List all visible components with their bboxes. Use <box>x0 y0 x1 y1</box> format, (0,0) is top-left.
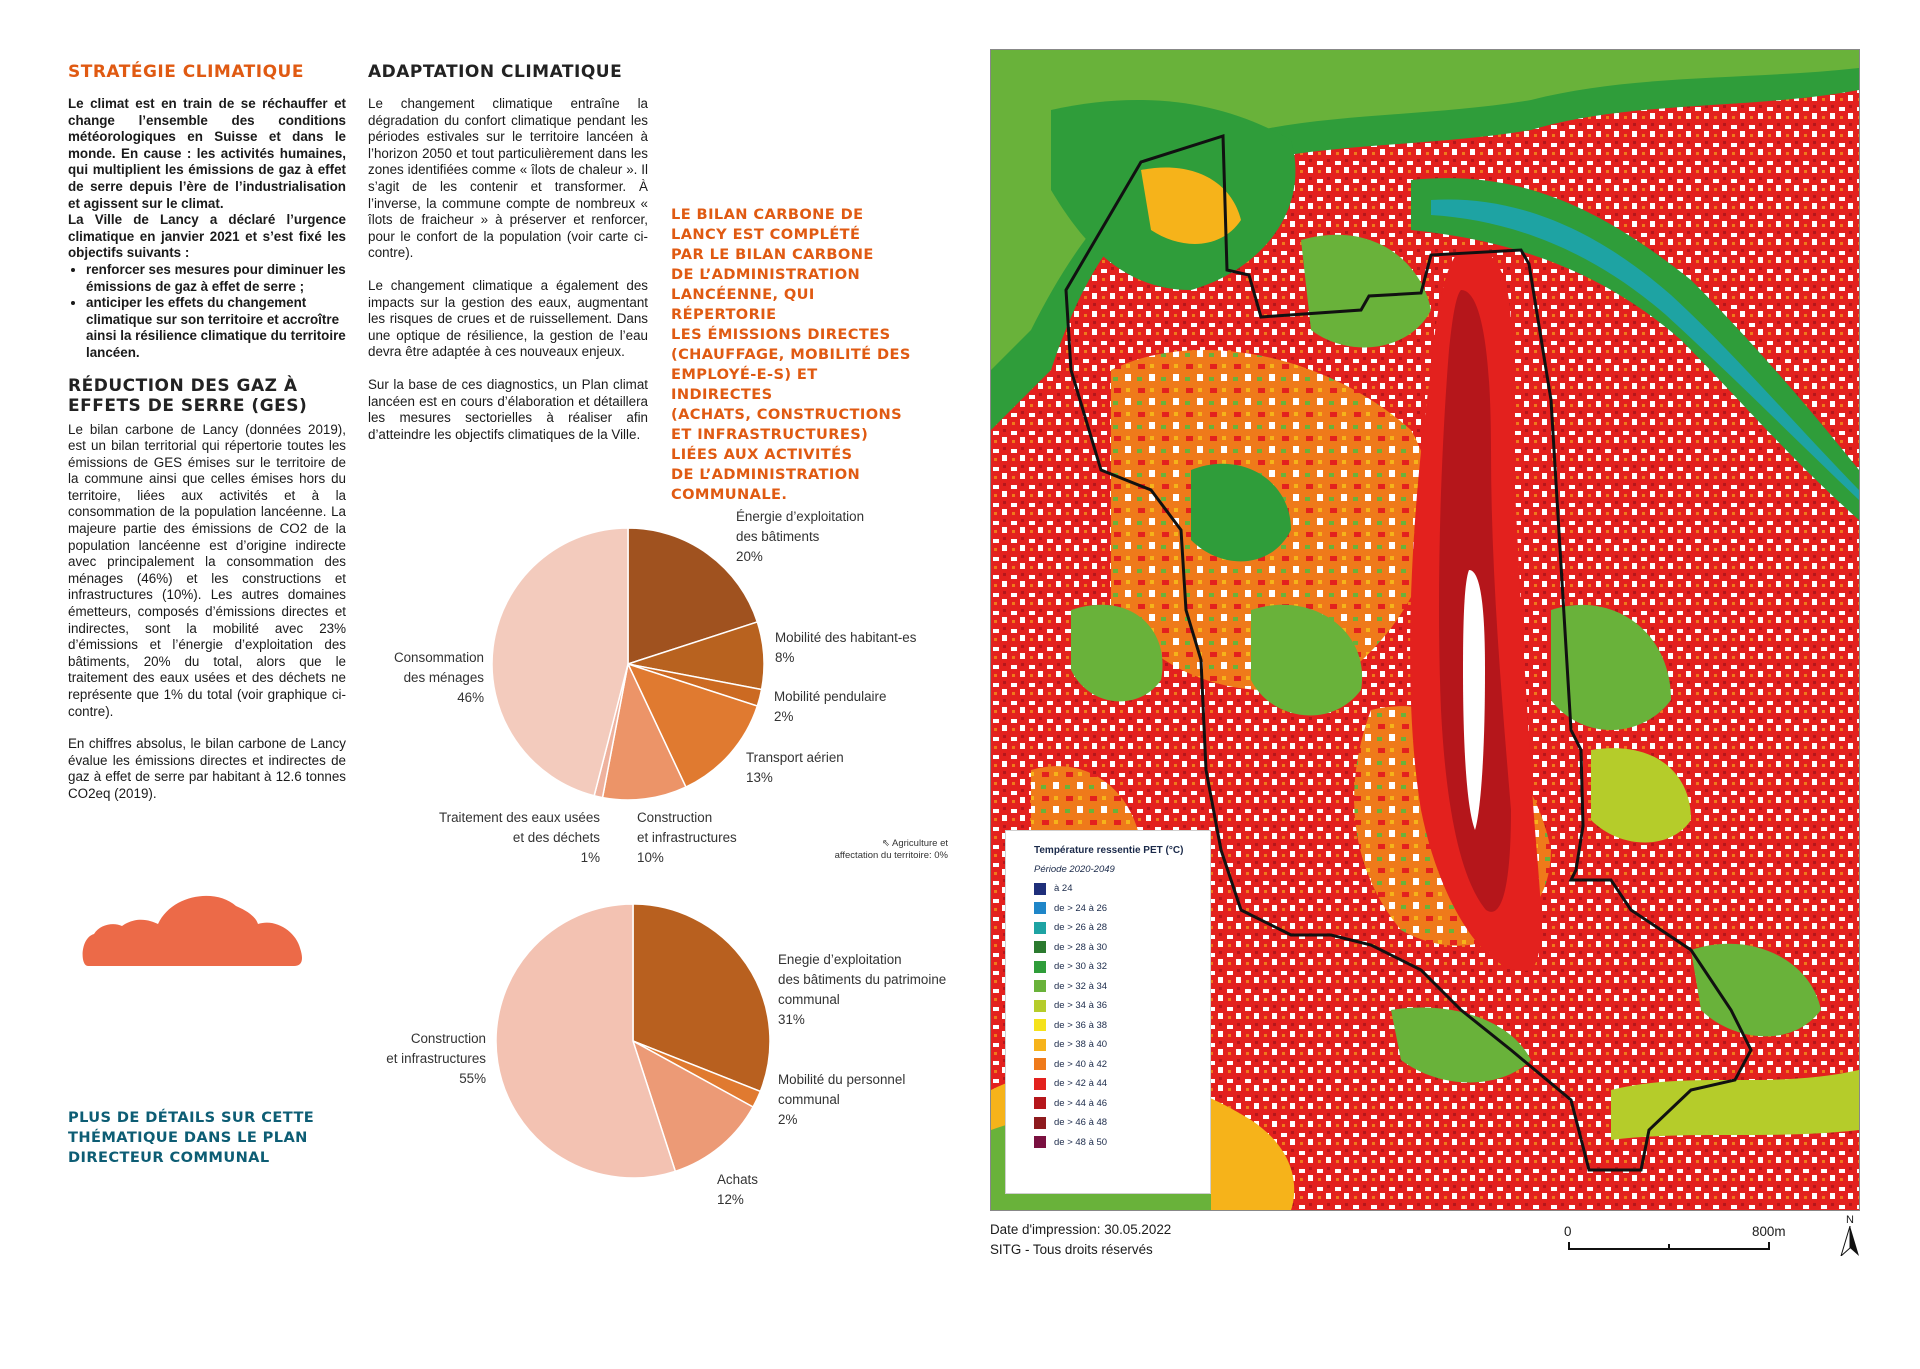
scale-end-label: 800m <box>1752 1224 1786 1239</box>
scale-tick <box>1668 1244 1670 1250</box>
legend-swatch <box>1034 961 1046 973</box>
details-link[interactable]: PLUS DE DÉTAILS SUR CETTE THÉMATIQUE DANS LE PLAN DIRECTEUR COMMUNAL <box>68 1109 315 1166</box>
quote-line: LANCÉENNE, QUI RÉPERTORIE <box>671 286 815 323</box>
legend-label: de > 44 à 46 <box>1054 1097 1108 1109</box>
legend-item <box>1034 899 1210 919</box>
scale-tick <box>1568 1242 1570 1250</box>
strategie-title: STRATÉGIE CLIMATIQUE <box>68 62 304 82</box>
legend-item <box>1034 1016 1210 1036</box>
legend-label: de > 38 à 40 <box>1054 1039 1108 1051</box>
quote-line: DE L’ADMINISTRATION <box>671 466 861 483</box>
quote-line: LANCY EST COMPLÉTÉ <box>671 226 861 243</box>
legend-label: de > 32 à 34 <box>1054 980 1108 992</box>
pie2-label-construction: Construction et infrastructures 55% <box>386 1031 486 1086</box>
legend-label: de > 34 à 36 <box>1054 1000 1108 1012</box>
legend-label: de > 48 à 50 <box>1054 1136 1108 1148</box>
ges-paragraph-1: Le bilan carbone de Lancy (données 2019), est un bilan territorial qui répertorie toutes les émissions de GES émises sur le territoire de la commune ainsi que celles émises hors du territoire, liées aux activités et à la consommation de la population lancéenne. La majeure partie des émissions de CO2 de la population lancéenne est d’origine indirecte avec principalement la consommation des ménages (46%) et les constructions et infrastructures (10%). Les autres domaines émetteurs, composés d’émissions directes et indirectes, sont la mobilité avec 23% d’émissions et l’énergie d’exploitation des bâtiments, 20% du total, alors que le traitement des eaux usées et des déchets ne représente que 1% du total (voir graphique ci-contre). <box>68 421 346 719</box>
legend-swatch <box>1034 1097 1046 1109</box>
strategie-paragraph-1: Le climat est en train de se réchauffer et change l’ensemble des conditions météorologiques en Suisse et dans le monde. En cause : les activités humaines, qui multiplient les émissions de gaz à effet de serre depuis l’ère de l’industrialisation et agissent sur le climat. <box>68 96 346 211</box>
legend-item <box>1034 879 1210 899</box>
legend-period: Période 2020-2049 <box>1034 864 1115 875</box>
scale-start-label: 0 <box>1564 1224 1572 1239</box>
quote-line: DE L’ADMINISTRATION <box>671 266 861 283</box>
quote-line: COMMUNALE. <box>671 486 788 503</box>
print-date: Date d'impression: 30.05.2022 <box>990 1222 1172 1237</box>
north-label: N <box>1846 1214 1854 1226</box>
legend-swatch <box>1034 1078 1046 1090</box>
legend-item <box>1034 977 1210 997</box>
legend-item <box>1034 938 1210 958</box>
pie1-label-construction: Construction et infrastructures 10% <box>637 810 737 865</box>
left-column <box>68 62 346 803</box>
legend-label: de > 42 à 44 <box>1054 1078 1108 1090</box>
legend-swatch <box>1034 1136 1046 1148</box>
objective-item: • renforcer ses mesures pour diminuer les émissions de gaz à effet de serre ; <box>86 262 346 295</box>
legend-swatch <box>1034 1058 1046 1070</box>
legend-label: de > 36 à 38 <box>1054 1019 1108 1031</box>
legend-item <box>1034 1094 1210 1114</box>
pie1-label-eaux: Traitement des eaux usées et des déchets 1% <box>438 810 600 865</box>
objectives-list <box>68 262 346 362</box>
legend-label: à 24 <box>1054 883 1073 895</box>
north-arrow <box>1838 1214 1862 1260</box>
legend-swatch <box>1034 980 1046 992</box>
legend-swatch <box>1034 883 1046 895</box>
legend-swatch <box>1034 1117 1046 1129</box>
quote-line: ET INFRASTRUCTURES) <box>671 426 869 443</box>
legend-swatch <box>1034 902 1046 914</box>
quote-line: (ACHATS, CONSTRUCTIONS <box>671 406 903 423</box>
middle-column <box>368 62 648 443</box>
ges-paragraph-2: En chiffres absolus, le bilan carbone de Lancy évalue les émissions directes et indirectes de gaz à effet de serre par habitant à 12.6 tonnes CO2eq (2019). <box>68 736 346 801</box>
adaptation-paragraph-2: Le changement climatique a également des impacts sur la gestion des eaux, augmentant les risques de crues et de ruissellement. Dans une optique de résilience, la gestion de l’eau devra être adaptée à ces nouveaux enjeux. <box>368 277 648 360</box>
quote-line: LIÉES AUX ACTIVITÉS <box>671 446 853 463</box>
pie-chart-administration <box>494 902 772 1180</box>
pie-chart-lancy <box>490 526 766 802</box>
legend-label: de > 40 à 42 <box>1054 1058 1108 1070</box>
heat-map <box>990 49 1860 1211</box>
legend-swatch <box>1034 1019 1046 1031</box>
legend-label: de > 28 à 30 <box>1054 941 1108 953</box>
scale-bar <box>1564 1222 1794 1252</box>
quote-line: EMPLOYÉ-E-S) ET INDIRECTES <box>671 366 818 403</box>
legend-item <box>1034 957 1210 977</box>
pull-quote <box>671 205 921 505</box>
legend-item <box>1034 1035 1210 1055</box>
ges-title: RÉDUCTION DES GAZ À EFFETS DE SERRE (GES) <box>68 375 308 416</box>
pie2-label-energie: Enegie d’exploitation des bâtiments du patrimoine communal 31% <box>778 952 947 1027</box>
legend-swatch <box>1034 941 1046 953</box>
legend-item <box>1034 918 1210 938</box>
legend-item <box>1034 1113 1210 1133</box>
adaptation-paragraph-3: Sur la base de ces diagnostics, un Plan climat lancéen est en cours d’élaboration et détaillera les mesures sectorielles à réaliser afin d’atteindre les objectifs climatiques de la Ville. <box>368 376 648 442</box>
legend-label: de > 26 à 28 <box>1054 922 1108 934</box>
legend-label: de > 24 à 26 <box>1054 902 1108 914</box>
quote-line: (CHAUFFAGE, MOBILITÉ DES <box>671 346 911 363</box>
strategie-paragraph-2: La Ville de Lancy a déclaré l’urgence climatique en janvier 2021 et s’est fixé les objectifs suivants : <box>68 212 346 261</box>
pie2-label-achats: Achats 12% <box>717 1172 758 1207</box>
pie1-label-mobilite-pendulaire: Mobilité pendulaire 2% <box>774 689 887 724</box>
map-footer <box>990 1220 1290 1260</box>
legend-item <box>1034 1074 1210 1094</box>
quote-line: LE BILAN CARBONE DE <box>671 206 864 223</box>
legend-item <box>1034 1055 1210 1075</box>
legend-swatch <box>1034 1000 1046 1012</box>
pie2-label-mobilite: Mobilité du personnel communal 2% <box>778 1072 906 1127</box>
pie1-label-consommation: Consommation des ménages 46% <box>393 650 484 705</box>
objective-item: • anticiper les effets du changement climatique sur son territoire et accroître ainsi la résilience climatique du territoire lancéen. <box>86 295 346 361</box>
map-copyright: SITG - Tous droits réservés <box>990 1242 1153 1257</box>
legend-label: de > 46 à 48 <box>1054 1117 1108 1129</box>
adaptation-title: ADAPTATION CLIMATIQUE <box>368 62 623 82</box>
quote-line: PAR LE BILAN CARBONE <box>671 246 874 263</box>
legend-swatch <box>1034 922 1046 934</box>
adaptation-paragraph-1: Le changement climatique entraîne la dégradation du confort climatique pendant les périodes estivales sur le territoire lancéen à l’horizon 2050 et tout particulièrement dans les zones identifiées comme « îlots de chaleur ». Il s’agit de les contenir et transformer. À l’inverse, la commune compte de nombreux « îlots de fraicheur » à préserver et renforcer, pour le confort de la population (voir carte ci-contre). <box>368 96 648 261</box>
pie1-label-agriculture: ⇖ Agriculture et affectation du territoire: 0% <box>834 838 948 861</box>
legend-items <box>1034 879 1210 1152</box>
pie1-label-energie: Énergie d’exploitation des bâtiments 20% <box>736 509 865 564</box>
north-arrow-icon <box>1840 1226 1860 1256</box>
pie1-label-transport-aerien: Transport aérien 13% <box>746 750 844 785</box>
pie1-label-mobilite-habitants: Mobilité des habitant-es 8% <box>775 630 917 665</box>
cloud-illustration <box>80 888 304 968</box>
legend-item <box>1034 1133 1210 1153</box>
map-legend <box>1005 830 1211 1194</box>
legend-label: de > 30 à 32 <box>1054 961 1108 973</box>
scale-tick <box>1768 1242 1770 1250</box>
legend-title: Température ressentie PET (°C) <box>1034 845 1184 856</box>
legend-item <box>1034 996 1210 1016</box>
quote-line: LES ÉMISSIONS DIRECTES <box>671 326 891 343</box>
legend-swatch <box>1034 1039 1046 1051</box>
